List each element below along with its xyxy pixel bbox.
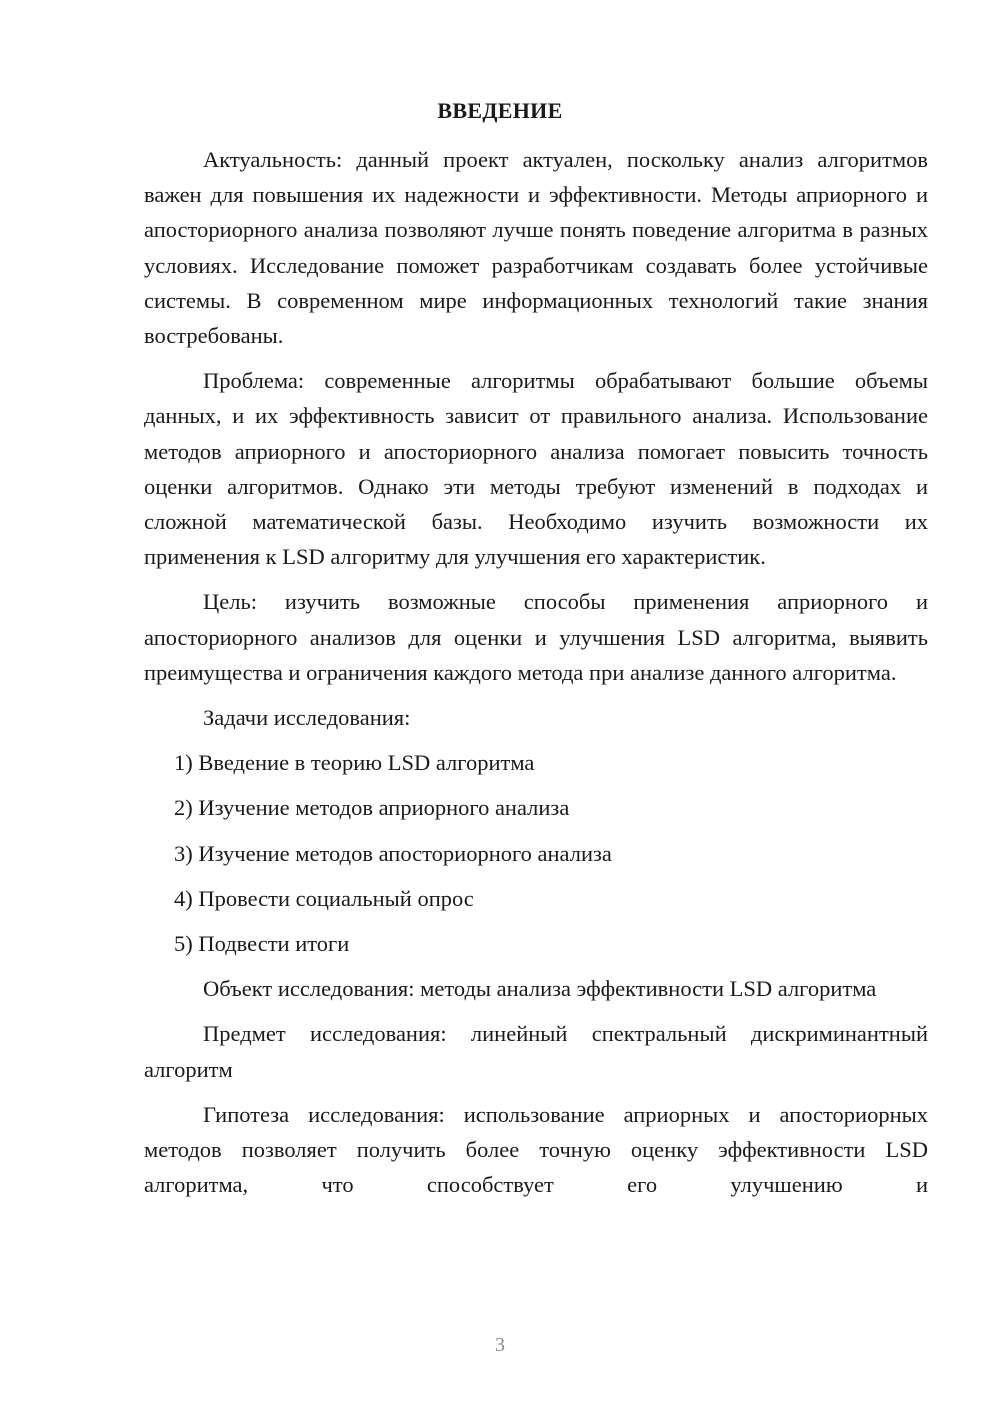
hypothesis-paragraph: Гипотеза исследования: использование априорных и апосториорных методов позволяет получить более точную оценку эффективности LSD алгоритма, что способствует его улучшению и (144, 1101, 928, 1198)
relevance-paragraph: Актуальность: данный проект актуален, поскольку анализ алгоритмов важен для повышения их надежности и эффективности. Методы априорного и апосториорного анализа позволяют лучше понять поведение алгоритма в разных условиях. Исследование поможет разработчикам создавать более устойчивые системы. В современном мире информационных технологий такие знания востребованы. (144, 147, 928, 349)
page-body (144, 142, 928, 1202)
list-item: 5) Подвести итоги (174, 931, 350, 957)
tasks-list (144, 745, 928, 961)
tasks-heading: Задачи исследования: (203, 705, 411, 731)
list-item: 2) Изучение методов априорного анализа (174, 795, 570, 821)
list-item: 4) Провести социальный опрос (174, 885, 474, 911)
list-item: 1) Введение в теорию LSD алгоритма (174, 750, 535, 776)
object-paragraph: Объект исследования: методы анализа эффективности LSD алгоритма (203, 976, 877, 1002)
goal-paragraph: Цель: изучить возможные способы применения априорного и апосториорного анализов для оценки и улучшения LSD алгоритма, выявить преимущества и ограничения каждого метода при анализе данного алгоритма. (144, 589, 928, 685)
list-item: 3) Изучение методов апосториорного анализа (174, 840, 612, 866)
subject-paragraph: Предмет исследования: линейный спектральный дискриминантный алгоритм (144, 1021, 928, 1082)
page-number: 3 (495, 1334, 505, 1356)
section-heading: ВВЕДЕНИЕ (437, 98, 563, 123)
problem-paragraph: Проблема: современные алгоритмы обрабатывают большие объемы данных, и их эффективность зависит от правильного анализа. Использование методов априорного и апосториорного анализа помогает повысить точность оценки алгоритмов. Однако эти методы требуют изменений в подходах и сложной математической базы. Необходимо изучить возможности их применения к LSD алгоритму для улучшения его характеристик. (144, 368, 928, 570)
